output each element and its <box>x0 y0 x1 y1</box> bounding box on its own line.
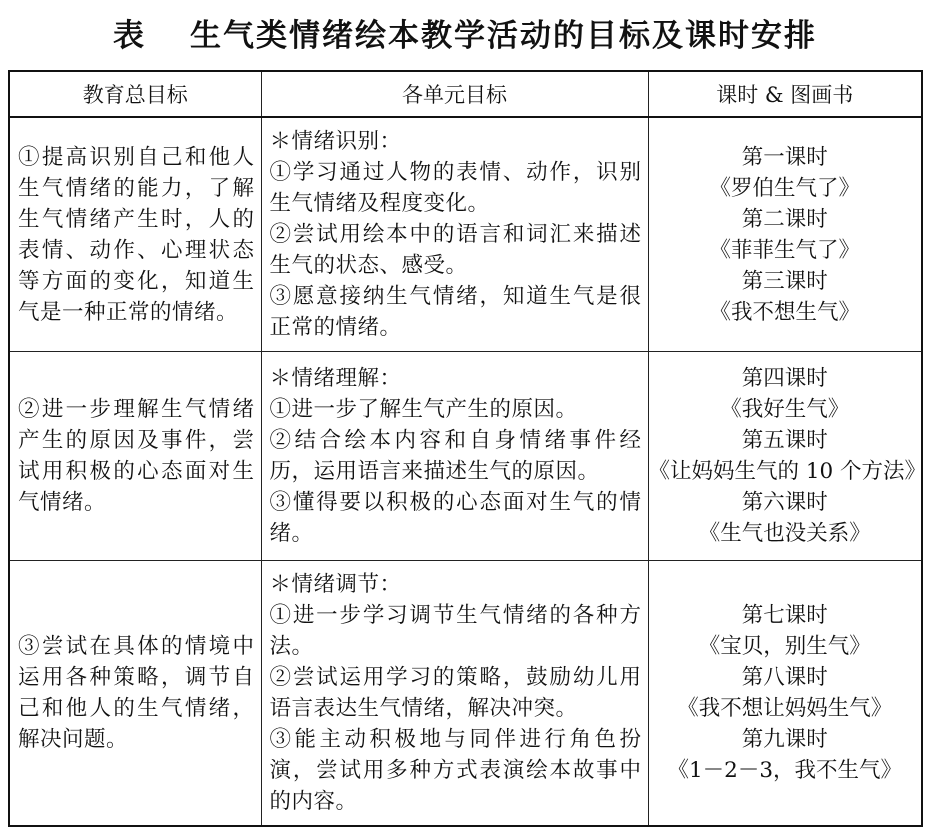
table-row <box>9 352 922 561</box>
lesson-number: 第二课时 <box>741 206 828 232</box>
unit-item: ③愿意接纳生气情绪，知道生气是很正常的情绪。 <box>269 284 642 340</box>
lesson-number: 第九课时 <box>741 727 828 752</box>
lessons-cell <box>648 117 922 352</box>
unit-item: ③能主动积极地与同伴进行角色扮演，尝试用多种方式表演绘本故事中的内容。 <box>269 727 642 814</box>
lessons-cell <box>648 561 922 827</box>
book-title: 《我不想生气》 <box>709 299 860 325</box>
book-title: 《1－2－3，我不生气》 <box>667 758 903 783</box>
header-overall-goal: 教育总目标 <box>9 71 261 117</box>
unit-item: ①进一步学习调节生气情绪的各种方法。 <box>269 603 642 659</box>
unit-item: ②结合绘本内容和自身情绪事件经历，运用语言来描述生气的原因。 <box>269 428 642 484</box>
overall-goal-cell: ③尝试在具体的情境中运用各种策略，调节自己和他人的生气情绪，解决问题。 <box>9 561 261 827</box>
book-title: 《宝贝，别生气》 <box>698 634 871 659</box>
unit-item: ①进一步了解生气产生的原因。 <box>269 397 578 422</box>
unit-item: ①学习通过人物的表情、动作，识别生气情绪及程度变化。 <box>269 160 642 216</box>
table-title-label: 表 <box>113 18 146 54</box>
lesson-number: 第四课时 <box>741 366 828 391</box>
lesson-number: 第五课时 <box>741 428 828 453</box>
unit-heading: ＊情绪调节： <box>269 572 402 597</box>
table-row <box>9 117 922 352</box>
book-title: 《我好生气》 <box>720 397 850 422</box>
lesson-number: 第三课时 <box>741 268 828 294</box>
table-row <box>9 561 922 827</box>
header-unit-goal: 各单元目标 <box>261 71 648 117</box>
unit-goal-cell <box>261 352 648 561</box>
table-title <box>0 4 930 68</box>
goals-table <box>8 70 927 827</box>
header-row <box>9 71 922 117</box>
overall-goal-cell: ①提高识别自己和他人生气情绪的能力，了解生气情绪产生时，人的表情、动作、心理状态等方面的变化，知道生气是一种正常的情绪。 <box>9 117 261 352</box>
lesson-number: 第八课时 <box>741 665 828 690</box>
book-title: 《我不想让妈妈生气》 <box>677 696 893 721</box>
book-title: 《罗伯生气了》 <box>709 175 860 201</box>
unit-goal-cell <box>261 117 648 352</box>
lesson-number: 第七课时 <box>741 603 828 628</box>
unit-item: ③懂得要以积极的心态面对生气的情绪。 <box>269 490 642 546</box>
unit-goal-cell <box>261 561 648 827</box>
overall-goal-cell: ②进一步理解生气情绪产生的原因及事件，尝试用积极的心态面对生气情绪。 <box>9 352 261 561</box>
unit-item: ②尝试运用学习的策略，鼓励幼儿用语言表达生气情绪，解决冲突。 <box>269 665 642 721</box>
book-title: 《让妈妈生气的 10 个方法》 <box>648 459 927 484</box>
lesson-number: 第一课时 <box>741 144 828 170</box>
unit-heading: ＊情绪识别： <box>269 129 402 154</box>
lesson-number: 第六课时 <box>741 490 828 515</box>
book-title: 《生气也没关系》 <box>698 521 871 546</box>
unit-item: ②尝试用绘本中的语言和词汇来描述生气的状态、感受。 <box>269 222 642 278</box>
book-title: 《菲菲生气了》 <box>709 237 860 263</box>
lessons-cell <box>648 352 927 561</box>
header-lessons-books: 课时 & 图画书 <box>648 71 922 117</box>
table-title-text: 生气类情绪绘本教学活动的目标及课时安排 <box>190 18 817 54</box>
unit-heading: ＊情绪理解： <box>269 366 402 391</box>
